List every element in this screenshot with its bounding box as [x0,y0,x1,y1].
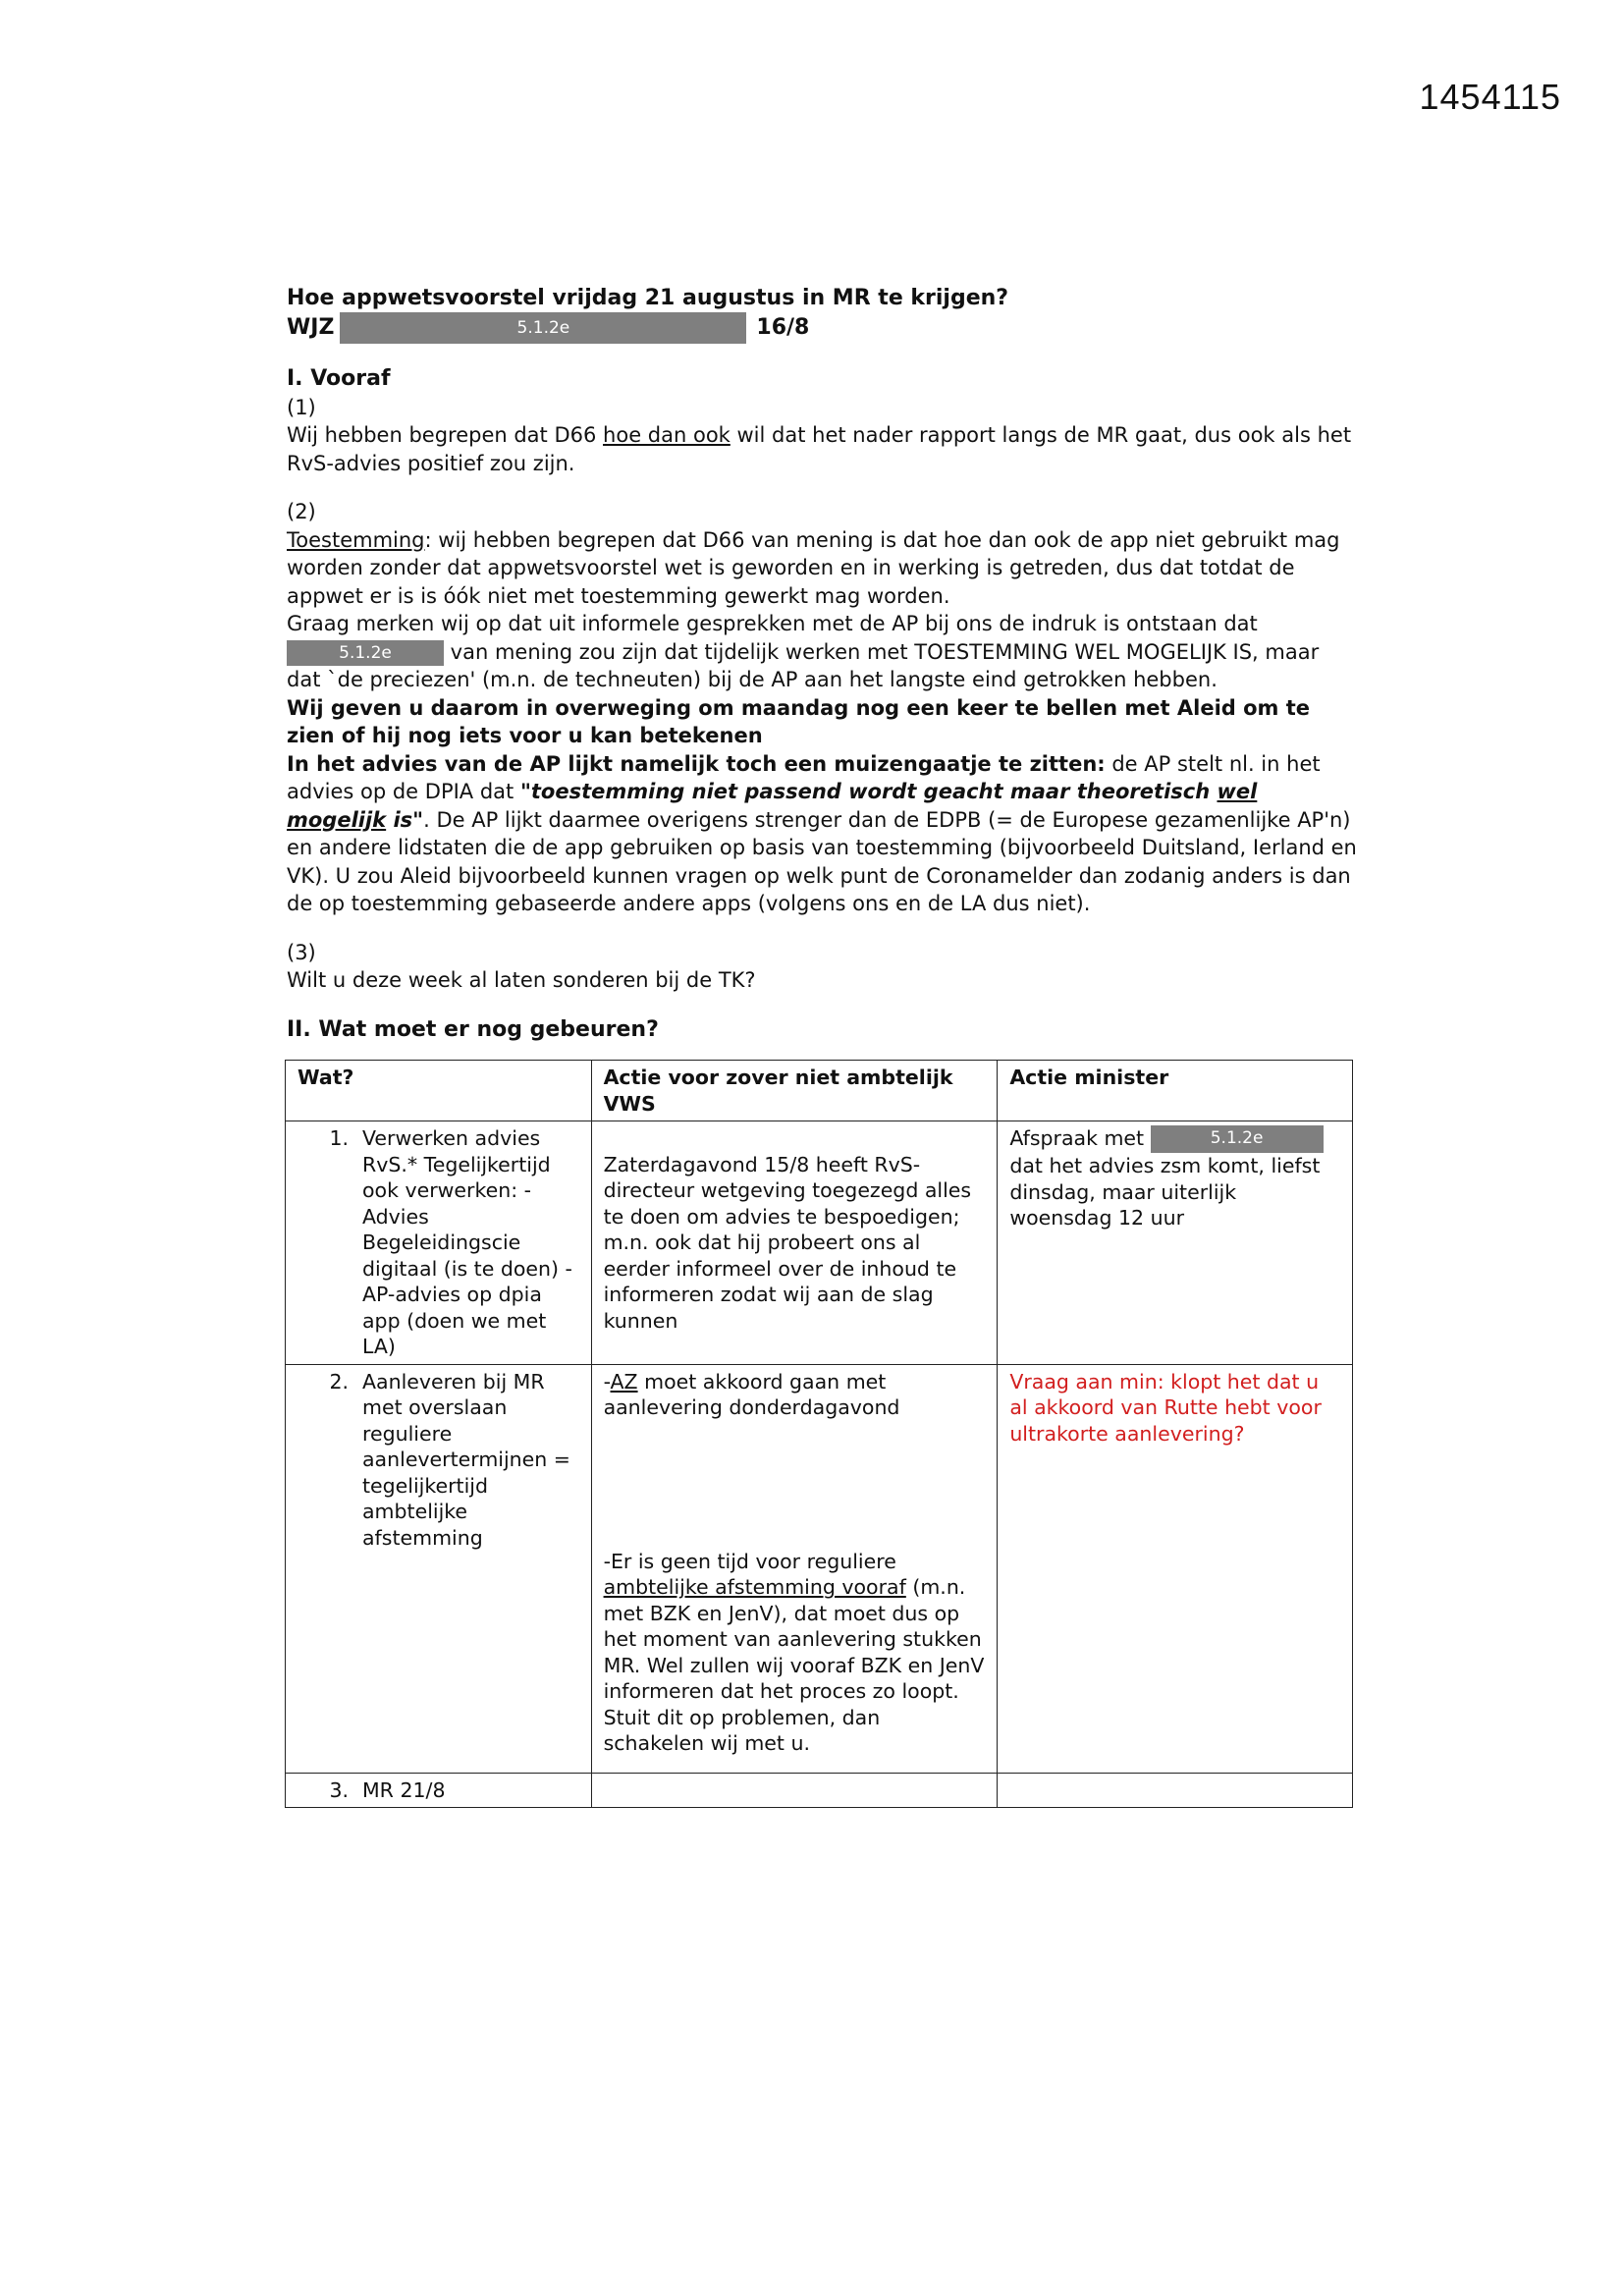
paragraph-2b: Graag merken wij op dat uit informele gesprekken met de AP bij ons de indruk is ontstaan dat 5.1.2e van mening zou zijn dat tijdelijk werken met TOESTEMMING WEL MOGELIJK IS, maar dat `de preciezen' (m.n. de techneuten) bij de AP aan het langste eind getrokken hebben. [287,612,1320,691]
table-cell-action: -AZ moet akkoord gaan met aanlevering donderdagavond -Er is geen tijd voor reguliere ambtelijke afstemming vooraf (m.n. met BZK en JenV), dat moet dus op het moment van aanlevering stukken MR. Wel zullen wij vooraf BZK en JenV informeren dat het proces zo loopt. Stuit dit op problemen, dan schakelen wij met u. [591,1364,998,1773]
table-cell-what: 1. Verwerken advies RvS.* Tegelijkertijd ook verwerken: -Advies Begeleidingscie digitaal (is te doen) -AP-advies op dpia app (doen we met LA) [286,1121,592,1365]
author-prefix: WJZ [287,315,335,340]
paragraph-3: Wilt u deze week al laten sonderen bij de TK? [287,968,756,992]
redaction-box: 5.1.2e [287,640,444,666]
table-cell-what: 2. Aanleveren bij MR met overslaan reguliere aanlevertermijnen = tegelijkertijd ambtelijke afstemming [286,1364,592,1773]
document-title: Hoe appwetsvoorstel vrijdag 21 augustus in MR te krijgen? [287,286,1009,310]
table-cell-action: Zaterdagavond 15/8 heeft RvS-directeur wetgeving toegezegd alles te doen om advies te bespoedigen; m.n. ook dat hij probeert ons al eerder informeel over de inhoud te informeren zodat wij aan de slag kunnen [591,1121,998,1365]
table-row [286,1364,1353,1773]
author-date: 16/8 [756,315,810,340]
table-header-row [286,1061,1353,1121]
section-heading-todo: II. Wat moet er nog gebeuren? [287,1016,659,1042]
section-heading-vooraf: I. Vooraf [287,366,391,391]
table-cell-what: 3. MR 21/8 [286,1773,592,1808]
table-cell-action [591,1773,998,1808]
column-header-action: Actie voor zover niet ambtelijk VWS [591,1061,998,1121]
redaction-box: 5.1.2e [340,312,746,344]
table-cell-minister [998,1773,1353,1808]
action-table [285,1060,1353,1808]
document-page [287,285,1357,1808]
document-number: 1454115 [1419,77,1561,117]
table-row [286,1773,1353,1808]
redaction-box: 5.1.2e [1151,1125,1324,1153]
column-header-what: Wat? [286,1061,592,1121]
column-header-minister: Actie minister [998,1061,1353,1121]
paragraph-number-2: (2) [287,500,316,523]
advice-paragraph: Wij geven u daarom in overweging om maandag nog een keer te bellen met Aleid om te zien of hij nog iets voor u kan betekenen [287,695,1311,747]
paragraph-2a: Toestemming: wij hebben begrepen dat D66 van mening is dat hoe dan ook de app niet gebruikt mag worden zonder dat appwetsvoorstel wet is geworden en in werking is getreden, dus dat totdat de appwet er is is óók niet met toestemming gewerkt mag worden. [287,527,1340,608]
table-row [286,1121,1353,1365]
author-line [287,312,1357,344]
paragraph-number-3: (3) [287,940,316,964]
paragraph-1: Wij hebben begrepen dat D66 hoe dan ook wil dat het nader rapport langs de MR gaat, dus ook als het RvS-advies positief zou zijn. [287,423,1352,475]
table-cell-minister: Vraag aan min: klopt het dat u al akkoord van Rutte hebt voor ultrakorte aanlevering? [998,1364,1353,1773]
paragraph-number-1: (1) [287,395,316,419]
paragraph-2c: In het advies van de AP lijkt namelijk toch een muizengaatje te zitten: de AP stelt nl. in het advies op de DPIA dat "toestemming niet passend wordt geacht maar theoretisch wel mogelijk is". De AP lijkt daarmee overigens strenger dan de EDPB (= de Europese gezamenlijke AP'n) en andere lidstaten die de app gebruiken op basis van toestemming (bijvoorbeeld Duitsland, Ierland en VK). U zou Aleid bijvoorbeeld kunnen vragen op welk punt de Coronamelder dan zodanig anders is dan de op toestemming gebaseerde andere apps (volgens ons en de LA dus niet). [287,751,1357,915]
table-cell-minister: Afspraak met 5.1.2e dat het advies zsm komt, liefst dinsdag, maar uiterlijk woensdag 12 uur [998,1121,1353,1365]
